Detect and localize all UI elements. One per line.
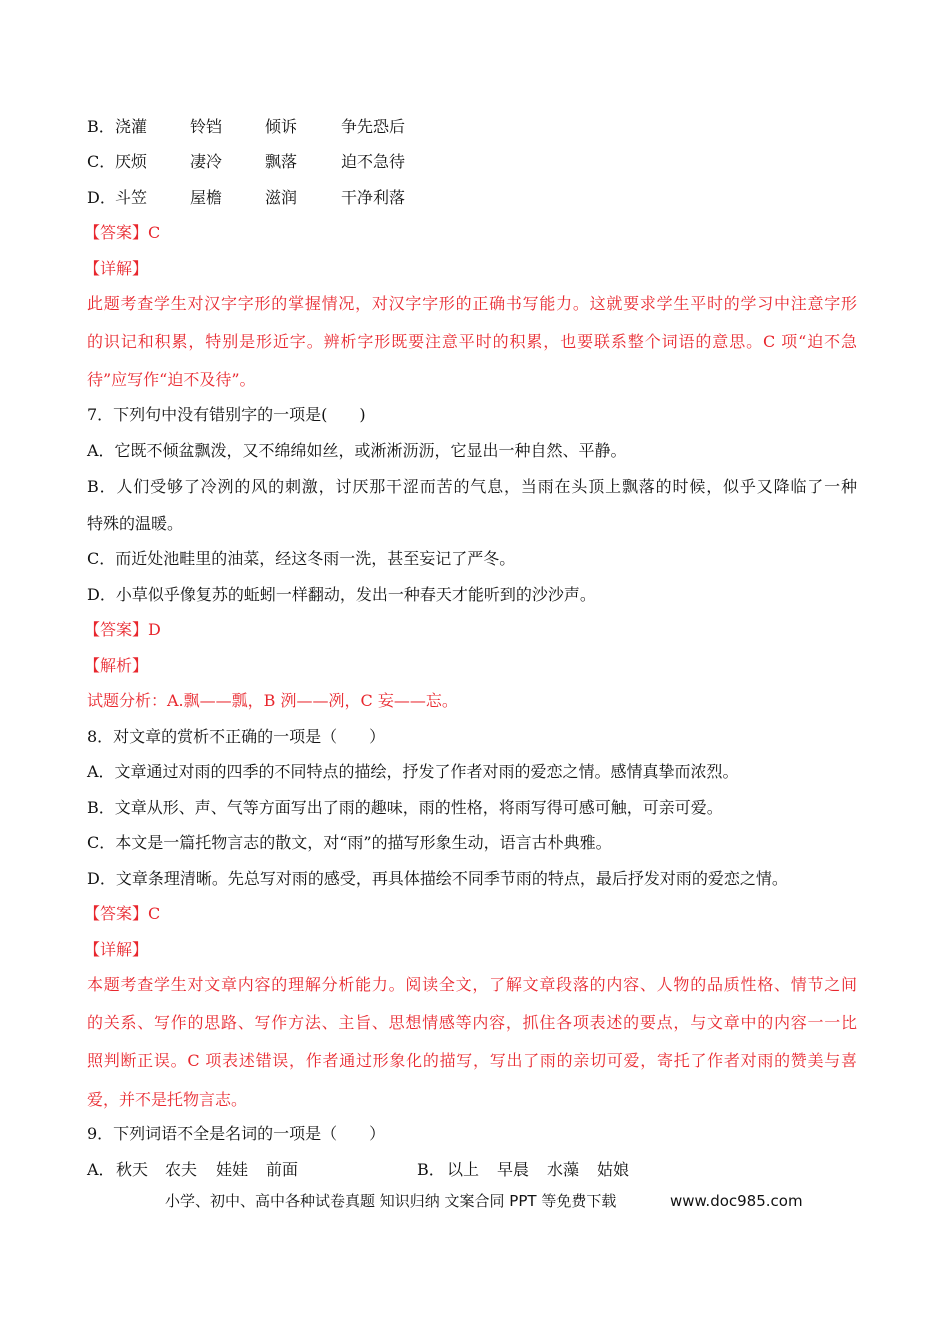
q8-detail-line: 爱，并不是托物言志。 xyxy=(87,1090,248,1109)
q8-detail-line: 本题考查学生对文章内容的理解分析能力。阅读全文，了解文章段落的内容、人物的品质性格、情节之间 xyxy=(87,975,857,994)
option-word: 厌烦 xyxy=(115,152,148,171)
option-word: 倾诉 xyxy=(265,117,298,136)
q7-analysis-title: 【解析】 xyxy=(84,656,149,675)
q8-option-a: A．文章通过对雨的四季的不同特点的描绘，抒发了作者对雨的爱恋之情。感情真挚而浓烈。 xyxy=(87,762,739,781)
option-word: 干净利落 xyxy=(341,188,406,207)
option-label: B． xyxy=(87,117,115,136)
q8-stem: 8．对文章的赏析不正确的一项是（ ） xyxy=(87,727,386,746)
option-label: B． xyxy=(417,1160,445,1179)
option-word: 早晨 xyxy=(497,1160,530,1179)
q8-answer: 【答案】C xyxy=(84,904,161,923)
q9-options xyxy=(87,1159,687,1181)
q7-option-b: B．人们受够了冷洌的风的刺激，讨厌那干涩而苦的气息，当雨在头顶上飘落的时候，似乎又降临了一种 xyxy=(87,477,857,496)
option-label: C． xyxy=(87,152,116,171)
q8-detail-title: 【详解】 xyxy=(84,940,149,959)
q7-analysis: 试题分析：A.飘——瓢，B 洌——冽，C 妄——忘。 xyxy=(87,691,458,710)
q8-option-d: D．文章条理清晰。先总写对雨的感受，再具体描绘不同季节雨的特点，最后抒发对雨的爱恋之情。 xyxy=(87,869,788,888)
q8-detail-line: 的关系、写作的思路、写作方法、主旨、思想情感等内容，抓住各项表述的要点，与文章中的内容一一比 xyxy=(87,1013,857,1032)
option-word: 迫不急待 xyxy=(341,152,406,171)
q8-option-c: C．本文是一篇托物言志的散文，对“雨”的描写形象生动，语言古朴典雅。 xyxy=(87,833,612,852)
footer-text: 小学、初中、高中各种试卷真题 知识归纳 文案合同 PPT 等免费下载 xyxy=(165,1192,617,1210)
option-word: 浇灌 xyxy=(115,117,148,136)
q9-stem: 9．下列词语不全是名词的一项是（ ） xyxy=(87,1124,386,1143)
option-word: 屋檐 xyxy=(190,188,223,207)
option-word: 飘落 xyxy=(265,152,298,171)
q6-detail-line: 待”应写作“迫不及待”。 xyxy=(87,370,256,389)
footer-url[interactable]: www.doc985.com xyxy=(670,1192,803,1210)
option-label: D． xyxy=(87,188,116,207)
q7-option-c: C．而近处池畦里的油菜，经这冬雨一洗，甚至妄记了严冬。 xyxy=(87,549,516,568)
option-word: 姑娘 xyxy=(597,1160,630,1179)
q8-option-b: B．文章从形、声、气等方面写出了雨的趣味，雨的性格，将雨写得可感可触，可亲可爱。 xyxy=(87,798,723,817)
option-label: A． xyxy=(87,1160,115,1179)
q6-detail-line: 此题考查学生对汉字字形的掌握情况，对汉字字形的正确书写能力。这就要求学生平时的学习中注意字形 xyxy=(87,294,857,313)
option-word: 以上 xyxy=(447,1160,480,1179)
q7-option-a: A．它既不倾盆飘泼，又不绵绵如丝，或淅淅沥沥，它显出一种自然、平静。 xyxy=(87,441,627,460)
option-word: 前面 xyxy=(266,1160,299,1179)
option-word: 秋天 xyxy=(116,1160,149,1179)
q6-detail-line: 的识记和积累，特别是形近字。辨析字形既要注意平时的积累，也要联系整个词语的意思。C 项“迫不急 xyxy=(87,332,857,351)
option-word: 农夫 xyxy=(165,1160,198,1179)
option-word: 铃铛 xyxy=(190,117,223,136)
q7-stem: 7．下列句中没有错别字的一项是( ) xyxy=(87,405,366,424)
option-word: 滋润 xyxy=(265,188,298,207)
option-word: 斗笠 xyxy=(115,188,148,207)
q8-detail-line: 照判断正误。C 项表述错误，作者通过形象化的描写，写出了雨的亲切可爱，寄托了作者对雨的赞美与喜 xyxy=(87,1051,857,1070)
option-word: 争先恐后 xyxy=(341,117,406,136)
q7-answer: 【答案】D xyxy=(84,620,161,639)
option-word: 娃娃 xyxy=(216,1160,249,1179)
q6-answer: 【答案】C xyxy=(84,223,161,242)
q7-option-b-cont: 特殊的温暖。 xyxy=(87,514,184,533)
q7-option-d: D．小草似乎像复苏的蚯蚓一样翻动，发出一种春天才能听到的沙沙声。 xyxy=(87,585,596,604)
option-word: 凄冷 xyxy=(190,152,223,171)
option-word: 水藻 xyxy=(547,1160,580,1179)
q6-detail-title: 【详解】 xyxy=(84,259,149,278)
